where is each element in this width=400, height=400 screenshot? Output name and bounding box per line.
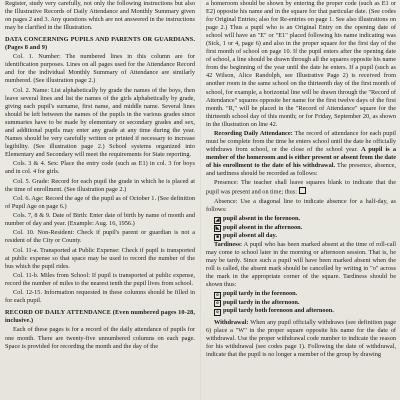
withdrawal-paragraph: [206, 319, 396, 359]
absence-item: ◢ pupil absent in the forenoon.: [215, 215, 301, 223]
presence-paragraph: [206, 179, 396, 197]
tardy-item: o pupil tardy both forenoon and afternoon.: [206, 307, 396, 316]
absence-item: ◣ pupil absent in the afternoon.: [215, 223, 303, 232]
tardy-item: o pupil tardy in the afternoon.: [206, 299, 396, 308]
column-gutter: [200, 0, 201, 400]
tardy-forenoon-icon: o: [214, 292, 221, 299]
recording-followup: The presence, absence, and tardiness should be recorded as follows:: [206, 162, 396, 178]
col2-name-paragraph: Col. 2. Name: List alphabetically by grade the names of the boys, then leave several lines and list the names of the girls alphabetically by grade, giving each pupil's surname, first name, and middle name. Several lines should be left between the names of the pupils in the various grades since summaries have to be made by elementary or secondary grades and sex, and additional pupils may enter any grade at any time during the year. Names should be very carefully written or printed if necessary to increase legibility. (See illustration page 2.) School systems organized into Elementary and Secondary will meet the requirements for State reporting.: [5, 86, 195, 159]
tardy-both-icon: o: [214, 309, 221, 316]
col5-grade-paragraph: Col. 5. Grade: Record for each pupil the grade in which he is placed at the time of enrollment. (See illustration page 2.): [5, 177, 195, 193]
col3-4-sex-paragraph: Cols. 3 & 4. Sex: Place the entry code (such as E1) in col. 3 for boys and in col. 4 for girls.: [5, 160, 195, 176]
right-column: [206, 0, 396, 400]
forenoon-diagonal-icon: ◢: [215, 217, 220, 223]
col11b-miles-paragraph: Col. 11-b. Miles from School: If pupil is transported at public expense, record the number of miles to the nearest tenth the pupil lives from school.: [5, 272, 195, 288]
tardiness-paragraph: [206, 241, 396, 289]
absence-text: Use a diagonal line to indicate absence for a half-day, as follows:: [206, 198, 396, 214]
col6-age-paragraph: Col. 6. Age: Record the age of the pupil as of October 1. (See definition of Pupil Age on page 6.): [5, 194, 195, 210]
section-heading-attendance: RECORD OF DAILY ATTENDANCE (Even numbered pages 10-28, inclusive.): [5, 309, 195, 325]
presence-label: Presence:: [214, 179, 239, 187]
tardiness-text: A pupil who has been marked absent at the time of roll-call may come to school later in the morning or afternoon session. That is, he may be tardy. Since such a pupil will have been marked absent when the roll is called, the absent mark should be cancelled by writing in "o" across the mark in the appropriate corner of the square. Tardiness should be shown thus:: [206, 240, 396, 289]
left-column: [5, 0, 195, 400]
blank-square-icon: [299, 187, 306, 194]
recording-paragraph: [206, 130, 396, 178]
afternoon-diagonal-icon: ◣: [215, 226, 220, 232]
attendance-pages-paragraph: Each of these pages is for a record of the daily attendance of pupils for one month. There are twenty-five unnumbered columns on each page. Space is provided for recording the month and the day of the: [5, 326, 195, 350]
presence-text: The teacher shall leave squares blank to indicate that the pupil was present and on time; thus:: [206, 179, 396, 196]
withdrawal-text: When any pupil officially withdraws (see definition page 6) place a "W" in the proper square opposite his name for the date of withdrawal. Use the proper withdrawal code number to indicate the reason for his withdrawal (see codes page 1). Following the date of withdrawal, indicate that the pupil is no longer a member of the group by drawing: [206, 318, 397, 359]
section-heading-pupils: DATA CONCERNING PUPILS AND PARENTS OR GUARDIANS. (Pages 8 and 9): [5, 36, 195, 52]
absence-item: ■ pupil absent all day.: [215, 232, 277, 240]
tardy-item: o pupil tardy in the forenoon.: [206, 290, 396, 299]
tardy-afternoon-icon: o: [214, 300, 221, 307]
absence-label: Absence:: [214, 198, 238, 206]
col1-number-paragraph: Col. 1. Number: The numbered lines in this column are for identification purposes. Lines on all pages used for the Attendance Record and for the individual Monthly Summary of Attendance are similarly numbered. (See illustration page 2.): [5, 53, 195, 85]
withdrawal-label: Withdrawal:: [214, 318, 249, 326]
recording-heading: Recording Daily Attendance:: [214, 129, 293, 137]
intro-paragraph: Register, study very carefully, not only the following instructions but also the Illustrative Records of Daily Attendance and Monthly Summary given on pages 2 and 3. Any questions which are not answered in the instructions may be clarified in the Illustration.: [5, 0, 195, 32]
membership-rule: A pupil is a member of the homeroom and is either present or absent from the date of his enrollment to the date of his withdrawal.: [206, 146, 396, 170]
col11a-transport-paragraph: Col. 11-a. Transported at Public Expense: Check if pupil is transported at public expense so that space may be used to record the number of the bus which the pupil rides.: [5, 246, 195, 270]
tardiness-label: Tardiness:: [214, 240, 243, 248]
absence-paragraph: [206, 198, 396, 214]
allday-diagonal-icon: ■: [215, 234, 220, 240]
col7-9-birth-paragraph: Cols. 7, 8 & 9. Date of Birth: Enter date of birth by name of month and number of day and year. (Example: Aug. 16, 1956.): [5, 212, 195, 228]
entry-code-paragraph: a homeroom should be shown by entering the proper code (such as E1 or E2) opposite his name and in the square for that particular date. (See codes for Original Entries; also for Re-entries on page 1. See also illustrations on page 2.) Thus a pupil who is an Original Entry on the opening date of school will have an "E" or "E1" placed following his name indicating was (Sick, 1 or 4, page 6) and also in the proper square for the first day of the first month of school on page 10. If the pupil enters after the opening date of school, a line should be drawn through all the squares opposite his name from the beginning of the year until the date he enters. If a pupil (such as 42 Wilson, Alice Randolph, see Illustrative Page 2) is received from another room in the same school on the thirteenth day of the first month of school, for example, a horizontal line will be drawn through the "Record of Attendance" squares opposite her name for the first twelve days of the first month. "R," will be placed in the "Record of Attendance" square for the thirteenth school day of this month; or for Friday, September 20, as shown in the illustration on line 42.: [206, 0, 396, 128]
col10-nonresident-paragraph: Col. 10. Non-Resident: Check if pupil's parent or guardian is not a resident of the City or County.: [5, 229, 195, 245]
recording-text: The record of attendance for each pupil must be complete from the time he enters school until the date he officially withdraws from school, or the close of the school year.: [206, 129, 396, 154]
col12-15-paragraph: Col. 12-15. Information requested in these columns should be filled in for each pupil.: [5, 289, 195, 305]
